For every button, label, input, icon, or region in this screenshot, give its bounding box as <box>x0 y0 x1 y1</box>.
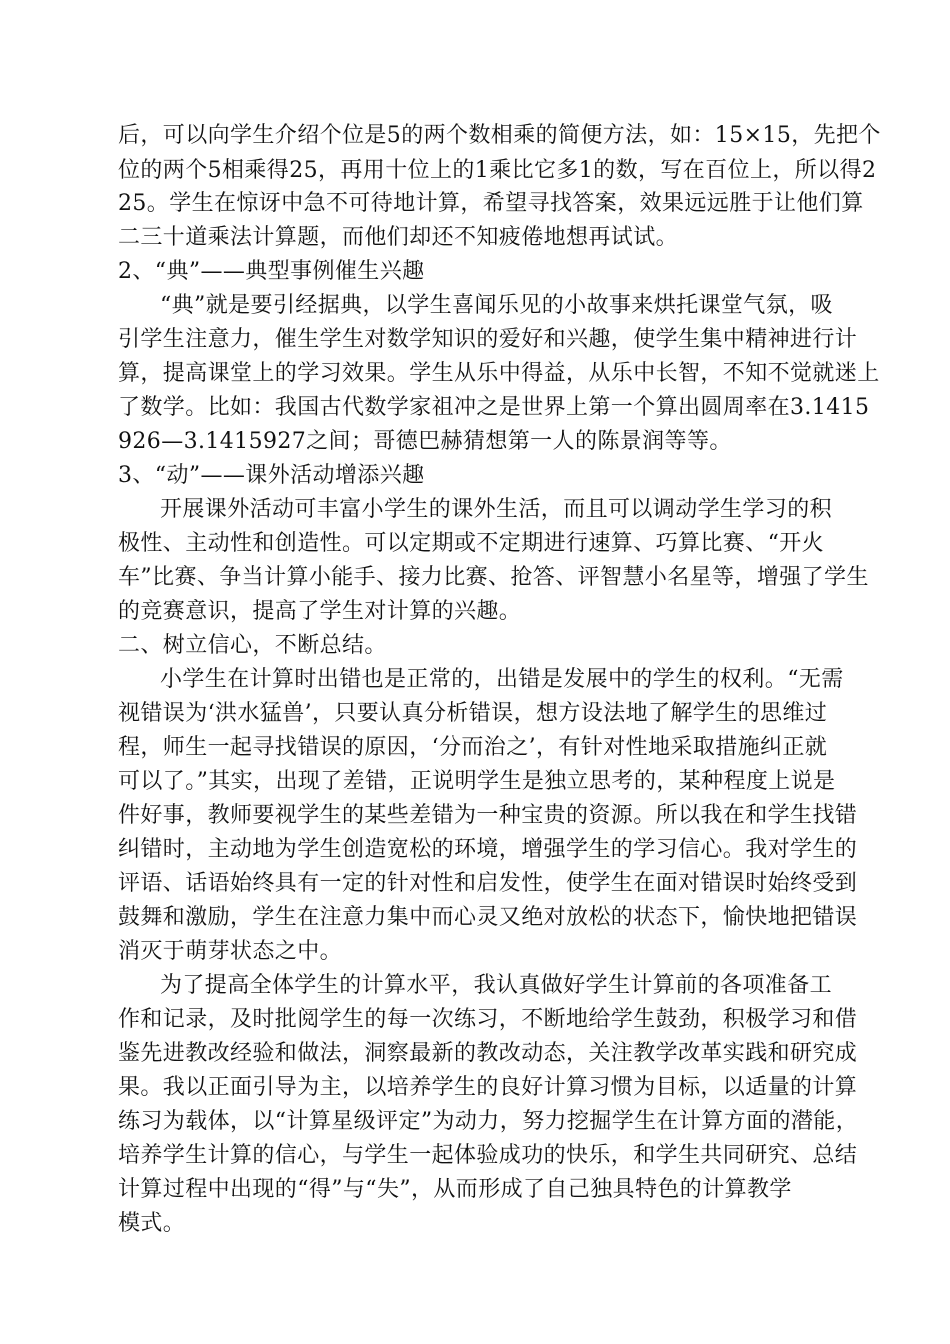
text-line: 评语、话语始终具有一定的针对性和启发性，使学生在面对错误时始终受到 <box>118 871 858 896</box>
text-line: 作和记录，及时批阅学生的每一次练习，不断地给学生鼓劲，积极学习和借 <box>118 1007 858 1032</box>
text-line: 引学生注意力，催生学生对数学知识的爱好和兴趣，使学生集中精神进行计 <box>118 327 858 352</box>
paragraph-first-line: 小学生在计算时出错也是正常的，出错是发展中的学生的权利。“无需 <box>160 667 844 692</box>
text-line: 计算过程中出现的“得”与“失”，从而形成了自己独具特色的计算教学 <box>118 1177 792 1202</box>
text-line: 纠错时，主动地为学生创造宽松的环境，增强学生的学习信心。我对学生的 <box>118 837 858 862</box>
text-line: 练习为载体，以“计算星级评定”为动力，努力挖掘学生在计算方面的潜能， <box>118 1109 859 1134</box>
section-heading: 3、“动”——课外活动增添兴趣 <box>118 463 425 488</box>
text-line: 鼓舞和激励，学生在注意力集中而心灵又绝对放松的状态下，愉快地把错误 <box>118 905 858 930</box>
text-line: 926—3.1415927之间；哥德巴赫猜想第一人的陈景润等等。 <box>118 429 732 454</box>
text-line: 消灭于萌芽状态之中。 <box>118 939 343 964</box>
paragraph-first-line: 开展课外活动可丰富小学生的课外生活，而且可以调动学生学习的积 <box>160 497 833 522</box>
text-line: 件好事，教师要视学生的某些差错为一种宝贵的资源。所以我在和学生找错 <box>118 803 858 828</box>
text-line: 二三十道乘法计算题，而他们却还不知疲倦地想再试试。 <box>118 225 679 250</box>
text-line: 极性、主动性和创造性。可以定期或不定期进行速算、巧算比赛、“开火 <box>118 531 825 556</box>
text-line: 视错误为‘洪水猛兽’，只要认真分析错误，想方设法地了解学生的思维过 <box>118 701 828 726</box>
text-line: 位的两个5相乘得25，再用十位上的1乘比它多1的数，写在百位上，所以得2 <box>118 158 877 183</box>
text-line: 可以了。”其实，出现了差错，正说明学生是独立思考的，某种程度上说是 <box>118 769 836 794</box>
text-line: 车”比赛、争当计算小能手、接力比赛、抢答、评智慧小名星等，增强了学生 <box>118 565 869 590</box>
text-line: 的竞赛意识，提高了学生对计算的兴趣。 <box>118 599 522 624</box>
section-heading: 2、“典”——典型事例催生兴趣 <box>118 259 425 284</box>
paragraph-first-line: 为了提高全体学生的计算水平，我认真做好学生计算前的各项准备工 <box>160 973 833 998</box>
text-line: 果。我以正面引导为主，以培养学生的良好计算习惯为目标，以适量的计算 <box>118 1075 858 1100</box>
text-line: 算，提高课堂上的学习效果。学生从乐中得益，从乐中长智，不知不觉就迷上 <box>118 361 880 386</box>
text-line: 培养学生计算的信心，与学生一起体验成功的快乐，和学生共同研究、总结 <box>118 1143 858 1168</box>
text-line: 程，师生一起寻找错误的原因，‘分而治之’，有针对性地采取措施纠正就 <box>118 735 828 760</box>
text-line: 了数学。比如：我国古代数学家祖冲之是世界上第一个算出圆周率在3.1415 <box>118 395 870 420</box>
text-line: 25。学生在惊讶中急不可待地计算，希望寻找答案，效果远远胜于让他们算 <box>118 191 864 216</box>
paragraph-first-line: “典”就是要引经据典，以学生喜闻乐见的小故事来烘托课堂气氛，吸 <box>160 293 833 318</box>
text-line: 后，可以向学生介绍个位是5的两个数相乘的简便方法，如：15×15，先把个 <box>118 123 881 148</box>
text-line: 鉴先进教改经验和做法，洞察最新的教改动态，关注教学改革实践和研究成 <box>118 1041 858 1066</box>
text-line: 模式。 <box>118 1211 186 1236</box>
section-heading: 二、树立信心，不断总结。 <box>118 633 387 658</box>
